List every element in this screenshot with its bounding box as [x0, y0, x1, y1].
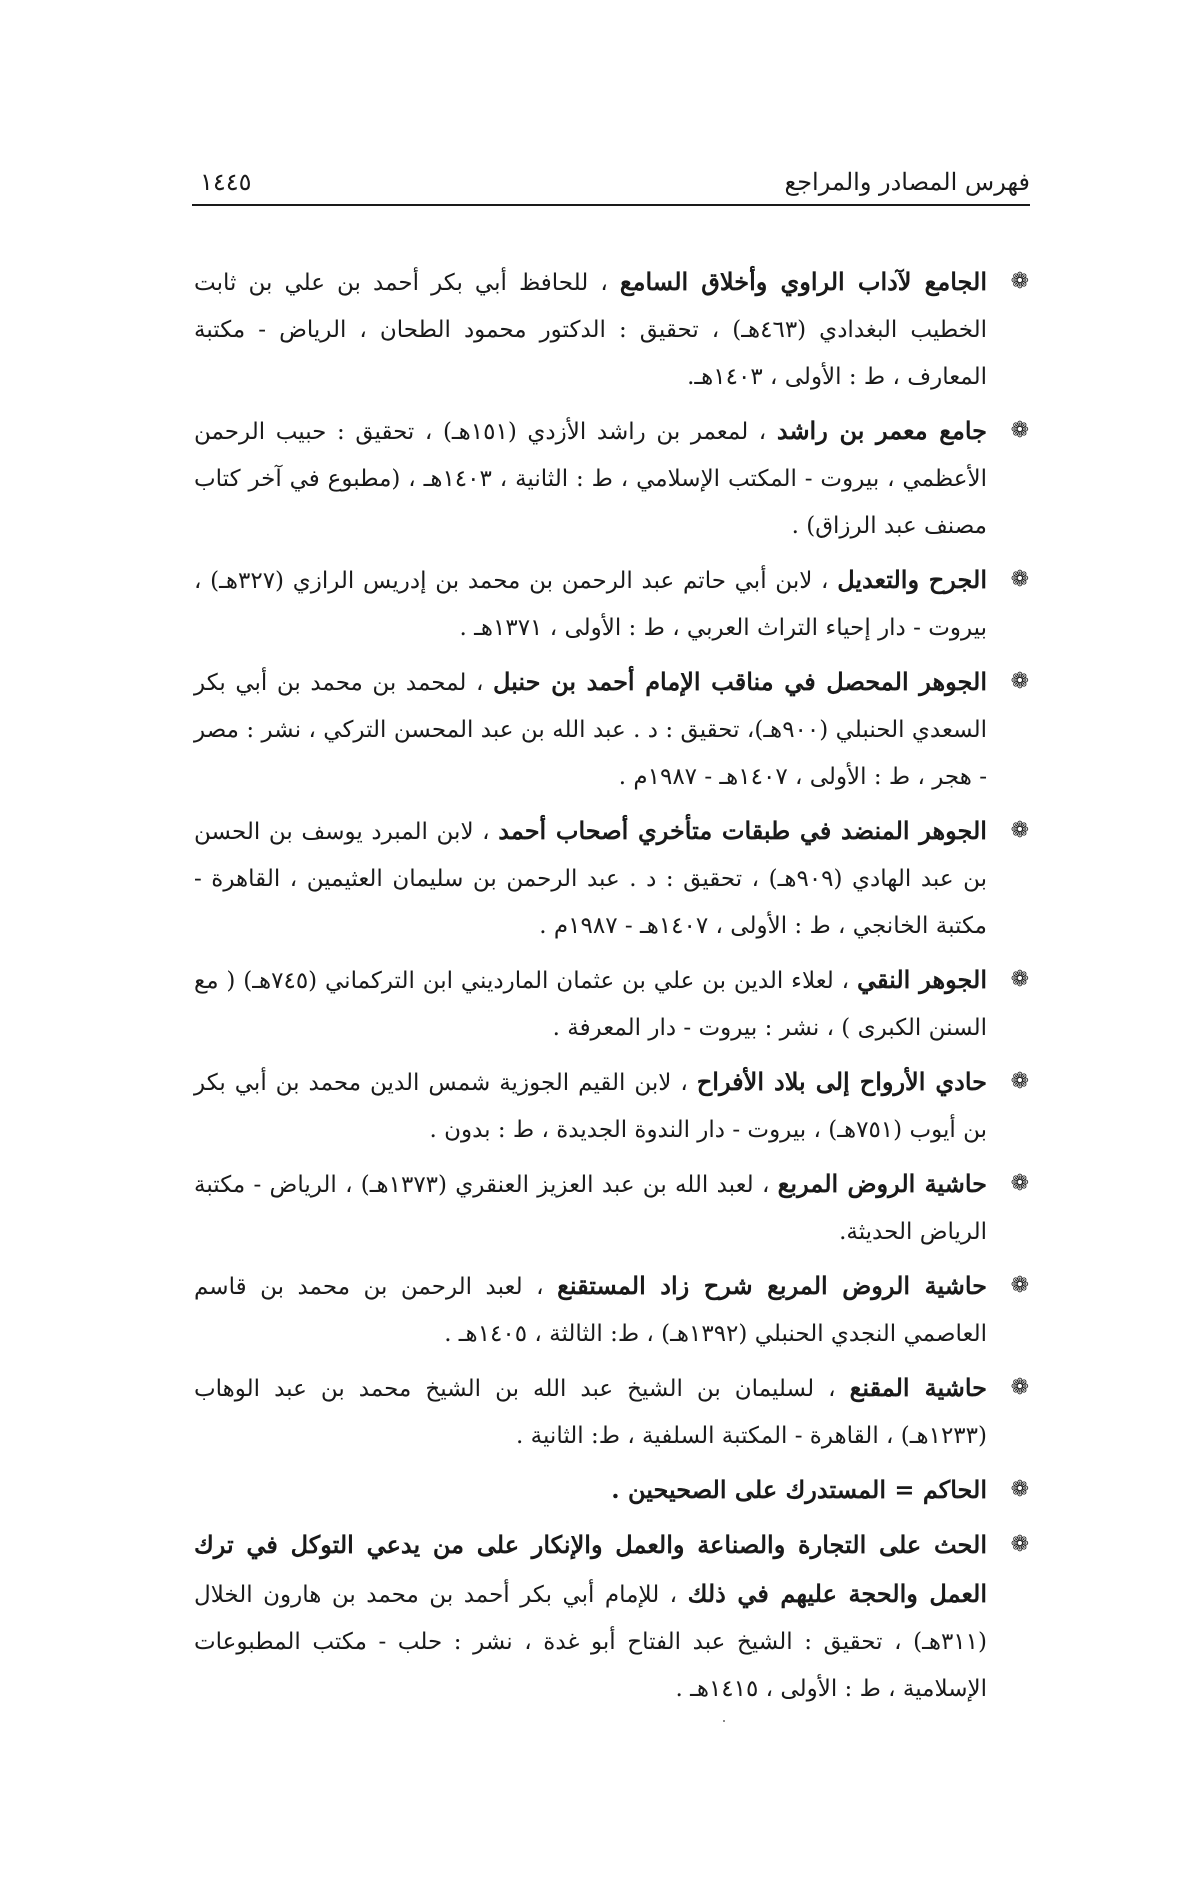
- reference-title: حاشية المقنع: [849, 1373, 988, 1402]
- reference-title: حاشية الروض المربع شرح زاد المستقنع: [557, 1271, 987, 1300]
- reference-entry: [194, 258, 1029, 401]
- flower-bullet-icon: ❁: [1010, 1069, 1029, 1094]
- running-header-title: فهرس المصادر والمراجع: [784, 168, 1030, 196]
- reference-entry: [194, 1521, 1029, 1713]
- reference-entry: [194, 1262, 1029, 1358]
- flower-bullet-icon: ❁: [1010, 1273, 1029, 1298]
- reference-details: ، للحافظ أبي بكر أحمد بن علي بن ثابت الخطيب البغدادي (٤٦٣هـ) ، تحقيق : الدكتور محمود الطحان ، الرياض - مكتبة المعارف ، ط : الأولى ، ١٤٠٣هـ.: [194, 270, 988, 390]
- page-header: [192, 160, 1030, 206]
- reference-entry: [194, 807, 1029, 950]
- reference-details: ، لمعمر بن راشد الأزدي (١٥١هـ) ، تحقيق : حبيب الرحمن الأعظمي ، بيروت - المكتب الإسلامي ، ط : الثانية ، ١٤٠٣هـ ، (مطبوع في آخر كتاب مصنف عبد الرزاق) .: [194, 419, 987, 539]
- flower-bullet-icon: ❁: [1010, 269, 1029, 294]
- reference-details: ، لابن المبرد يوسف بن الحسن بن عبد الهادي (٩٠٩هـ) ، تحقيق : د . عبد الرحمن بن سليمان العثيمين ، القاهرة - مكتبة الخانجي ، ط : الأولى ، ١٤٠٧هـ - ١٩٨٧م .: [194, 819, 987, 939]
- reference-title: حاشية الروض المربع: [777, 1169, 987, 1198]
- reference-details: ، لعبد الله بن عبد العزيز العنقري (١٣٧٣هـ) ، الرياض - مكتبة الرياض الحديثة.: [194, 1172, 987, 1245]
- reference-title: الجوهر المحصل في مناقب الإمام أحمد بن حنبل: [492, 667, 988, 696]
- reference-entry: [194, 1160, 1029, 1256]
- page-number: ١٤٤٥: [200, 168, 252, 196]
- reference-details: ، لابن أبي حاتم عبد الرحمن بن محمد بن إدريس الرازي (٣٢٧هـ) ، بيروت - دار إحياء التراث العربي ، ط : الأولى ، ١٣٧١هـ .: [194, 568, 987, 641]
- flower-bullet-icon: ❁: [1010, 818, 1029, 843]
- reference-details: ، لمحمد بن محمد بن أبي بكر السعدي الحنبلي (٩٠٠هـ)، تحقيق : د . عبد الله بن عبد المحسن التركي ، نشر : مصر - هجر ، ط : الأولى ، ١٤٠٧هـ - ١٩٨٧م .: [194, 670, 987, 790]
- flower-bullet-icon: ❁: [1010, 967, 1029, 992]
- flower-bullet-icon: ❁: [1010, 1375, 1029, 1400]
- reference-title: الجامع لآداب الراوي وأخلاق السامع: [619, 267, 988, 296]
- flower-bullet-icon: ❁: [1010, 1477, 1029, 1502]
- flower-bullet-icon: ❁: [1010, 669, 1029, 694]
- reference-details: ، للإمام أبي بكر أحمد بن محمد بن هارون الخلال (٣١١هـ) ، تحقيق : الشيخ عبد الفتاح أبو غدة ، نشر : حلب - مكتب المطبوعات الإسلامية ، ط : الأولى ، ١٤١٥هـ .: [194, 1582, 987, 1702]
- flower-bullet-icon: ❁: [1010, 567, 1029, 592]
- reference-entry: [194, 1058, 1029, 1154]
- reference-details: ، لسليمان بن الشيخ عبد الله بن الشيخ محمد بن عبد الوهاب (١٢٣٣هـ) ، القاهرة - المكتبة السلفية ، ط: الثانية .: [194, 1376, 987, 1449]
- header-divider: [192, 204, 1030, 206]
- references-list: [194, 258, 1029, 1719]
- reference-entry: [194, 407, 1029, 550]
- reference-details: ، لابن القيم الجوزية شمس الدين محمد بن أبي بكر بن أيوب (٧٥١هـ) ، بيروت - دار الندوة الجديدة ، ط : بدون .: [194, 1070, 987, 1143]
- reference-details: ، لعبد الرحمن بن محمد بن قاسم العاصمي النجدي الحنبلي (١٣٩٢هـ) ، ط: الثالثة ، ١٤٠٥هـ .: [194, 1274, 987, 1347]
- reference-title: الجوهر النقي: [856, 965, 988, 994]
- scan-speck: [723, 1720, 725, 1722]
- reference-entry: [194, 1364, 1029, 1460]
- flower-bullet-icon: ❁: [1010, 1171, 1029, 1196]
- flower-bullet-icon: ❁: [1010, 418, 1029, 443]
- reference-entry: [194, 956, 1029, 1052]
- flower-bullet-icon: ❁: [1010, 1532, 1029, 1557]
- reference-entry: [194, 556, 1029, 652]
- reference-entry: [194, 1466, 1029, 1515]
- reference-title: الحاكم = المستدرك على الصحيحين .: [611, 1475, 987, 1504]
- reference-entry: [194, 658, 1029, 801]
- reference-title: جامع معمر بن راشد: [776, 416, 988, 445]
- reference-title: حادي الأرواح إلى بلاد الأفراح: [696, 1067, 988, 1096]
- reference-details: ، لعلاء الدين بن علي بن عثمان المارديني ابن التركماني (٧٤٥هـ) ( مع السنن الكبرى ) ، نشر : بيروت - دار المعرفة .: [194, 968, 987, 1041]
- reference-title: الجوهر المنضد في طبقات متأخري أصحاب أحمد: [498, 816, 987, 845]
- reference-title: الحث على التجارة والصناعة والعمل والإنكار على من يدعي التوكل في ترك العمل والحجة عليهم في ذلك: [194, 1530, 988, 1608]
- reference-title: الجرح والتعديل: [837, 565, 988, 594]
